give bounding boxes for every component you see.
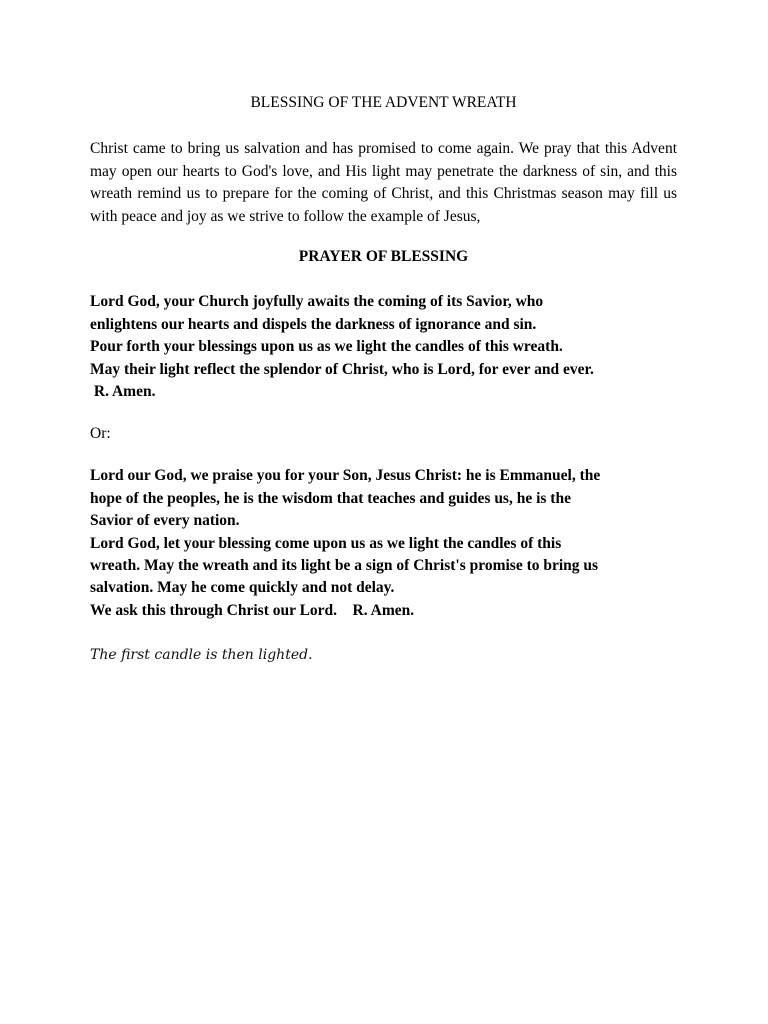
rubric-instruction: The first candle is then lighted. xyxy=(90,647,313,664)
prayer-line: Lord God, let your blessing come upon us as we light the candles of this xyxy=(90,534,562,552)
prayer-heading: PRAYER OF BLESSING xyxy=(298,248,469,266)
prayer-line: May their light reflect the splendor of Christ, who is Lord, for ever and ever. xyxy=(90,360,594,378)
prayer-line: salvation. May he come quickly and not delay. xyxy=(90,579,395,597)
prayer-line: enlightens our hearts and dispels the darkness of ignorance and sin. xyxy=(90,315,537,333)
prayer-line: Savior of every nation. xyxy=(90,512,240,530)
or-label: Or: xyxy=(90,425,111,443)
prayer-of-blessing-1 xyxy=(90,291,677,403)
intro-paragraph: Christ came to bring us salvation and has promised to come again. We pray that this Advent may open our hearts to God's love, and His light may penetrate the darkness of sin, and this wreath remind us to prepare for the coming of Christ, and this Christmas season may fill us with peace and joy as we strive to follow the example of Jesus, xyxy=(90,140,677,225)
prayer-line: wreath. May the wreath and its light be a sign of Christ's promise to bring us xyxy=(90,557,599,575)
prayer-of-blessing-2 xyxy=(90,465,677,622)
prayer-line: hope of the peoples, he is the wisdom that teaches and guides us, he is the xyxy=(90,489,571,507)
prayer-line: Pour forth your blessings upon us as we light the candles of this wreath. xyxy=(90,338,563,356)
document-page xyxy=(90,93,677,665)
prayer-response: R. Amen. xyxy=(90,383,156,400)
document-title: BLESSING OF THE ADVENT WREATH xyxy=(250,94,517,111)
prayer-line: Lord our God, we praise you for your Son, Jesus Christ: he is Emmanuel, the xyxy=(90,467,601,485)
prayer-line: Lord God, your Church joyfully awaits the coming of its Savior, who xyxy=(90,293,544,311)
prayer-closing: We ask this through Christ our Lord. R. Amen. xyxy=(90,601,415,619)
